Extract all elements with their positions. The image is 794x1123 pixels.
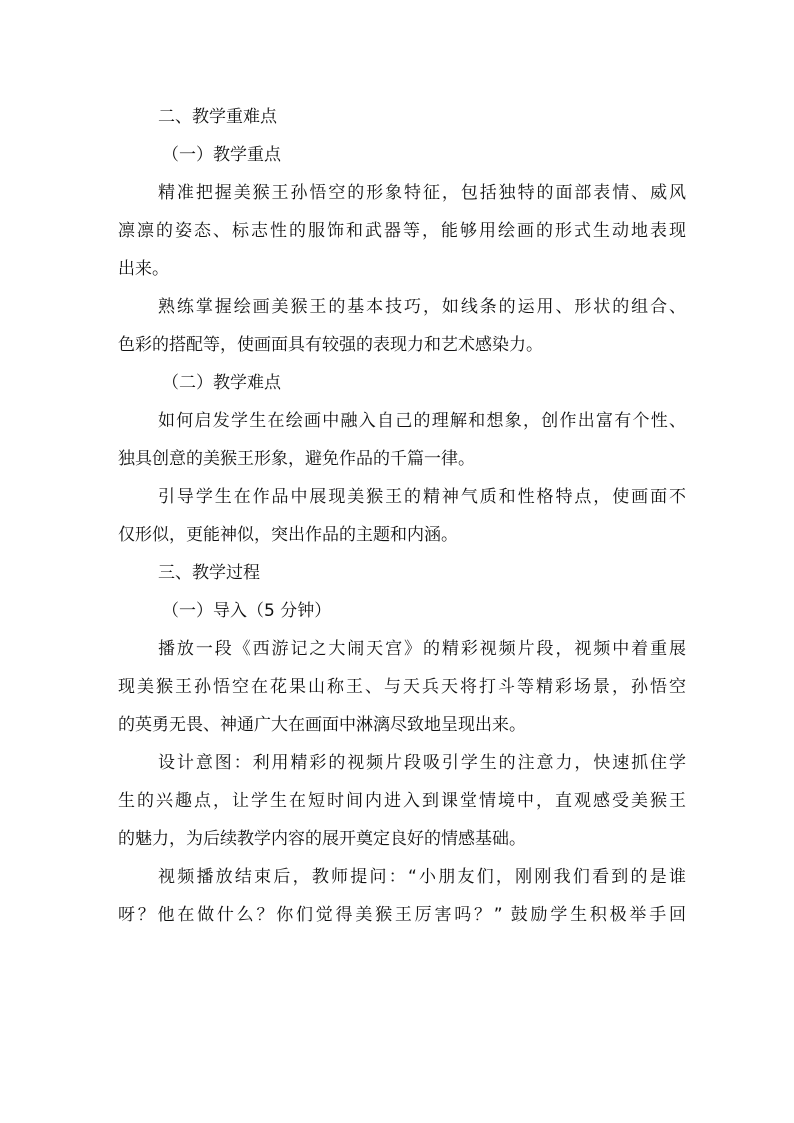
paragraph-line: 设计意图：利用精彩的视频片段吸引学生的注意力，快速抓住学 [158,753,686,773]
paragraph-line: 现美猴王孙悟空在花果山称王、与天兵天将打斗等精彩场景，孙悟空 [118,677,686,697]
paragraph-line: 熟练掌握绘画美猴王的基本技巧，如线条的运用、形状的组合、 [158,297,686,317]
paragraph-line: 播放一段《西游记之大闹天宫》的精彩视频片段，视频中着重展 [158,639,686,659]
paragraph-line: 呀？他在做什么？你们觉得美猴王厉害吗？” 鼓励学生积极举手回 [118,905,686,925]
paragraph-line: 视频播放结束后，教师提问：“小朋友们，刚刚我们看到的是谁 [158,867,686,887]
paragraph-line: 凛凛的姿态、标志性的服饰和武器等，能够用绘画的形式生动地表现 [118,221,686,241]
paragraph-line: 如何启发学生在绘画中融入自己的理解和想象，创作出富有个性、 [158,411,686,431]
paragraph-line: 精准把握美猴王孙悟空的形象特征，包括独特的面部表情、威风 [158,183,686,203]
paragraph-line: 色彩的搭配等，使画面具有较强的表现力和艺术感染力。 [118,335,543,355]
paragraph-line: 的英勇无畏、神通广大在画面中淋漓尽致地呈现出来。 [118,715,526,735]
paragraph-line: 生的兴趣点，让学生在短时间内进入到课堂情境中，直观感受美猴王 [118,791,686,811]
subsection-heading: （一）教学重点 [162,145,281,165]
paragraph-line: 引导学生在作品中展现美猴王的精神气质和性格特点，使画面不 [158,487,686,507]
subsection-heading: （二）教学难点 [162,373,281,393]
subsection-heading: （一）导入（5 分钟） [162,601,332,621]
paragraph-line: 的魅力，为后续教学内容的展开奠定良好的情感基础。 [118,829,526,849]
paragraph-line: 独具创意的美猴王形象，避免作品的千篇一律。 [118,449,475,469]
paragraph-line: 仅形似，更能神似，突出作品的主题和内涵。 [118,525,458,545]
section-heading: 二、教学重难点 [158,107,277,127]
document-body [118,98,686,934]
section-heading: 三、教学过程 [158,563,260,583]
paragraph-line: 出来。 [118,259,169,279]
